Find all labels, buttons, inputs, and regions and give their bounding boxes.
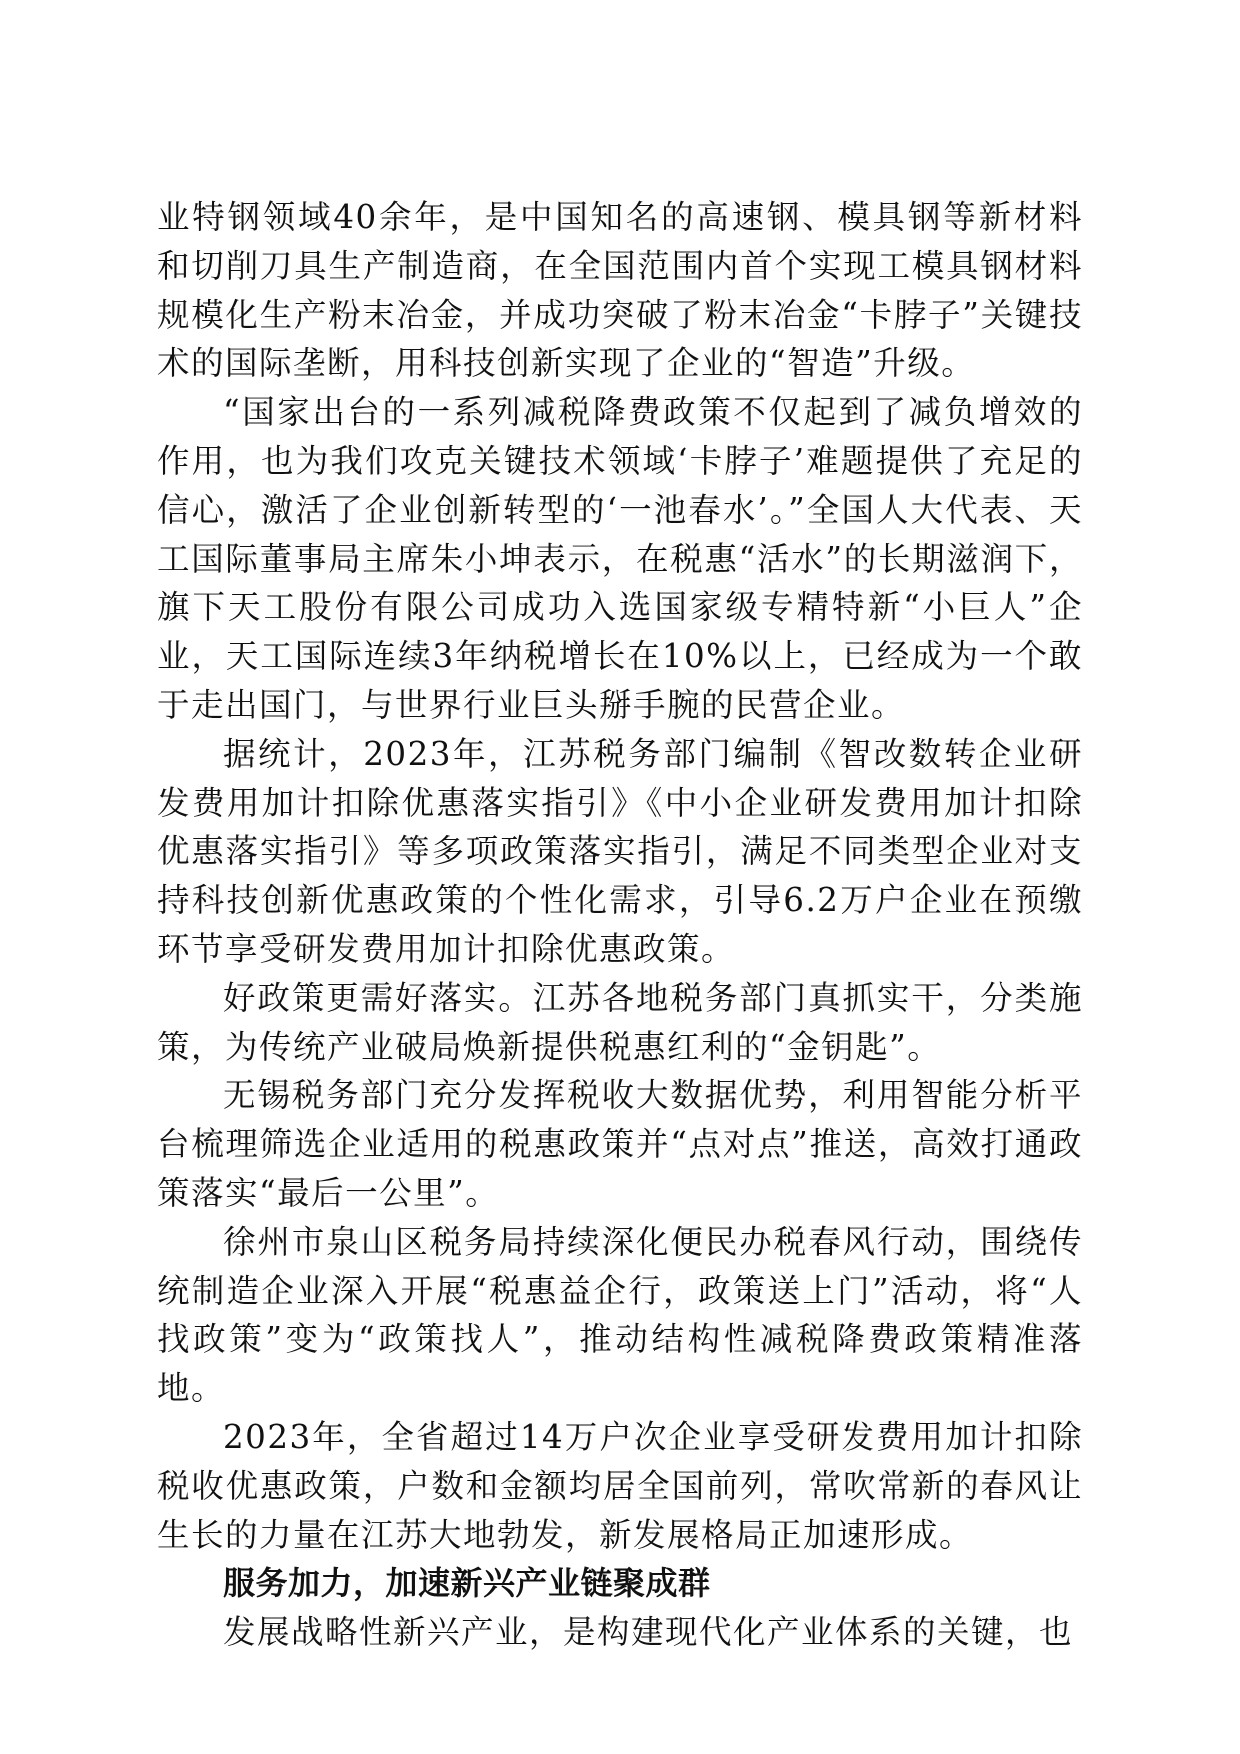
paragraph: 徐州市泉山区税务局持续深化便民办税春风行动，围绕传统制造企业深入开展“税惠益企行，政策送上门”活动，将“人找政策”变为“政策找人”，推动结构性减税降费政策精准落地。 xyxy=(157,1222,1083,1408)
paragraph: 发展战略性新兴产业，是构建现代化产业体系的关键，也 xyxy=(223,1613,1074,1652)
section-heading: 服务加力，加速新兴产业链聚成群 xyxy=(223,1564,711,1603)
paragraph-continued: 业特钢领域40余年，是中国知名的高速钢、模具钢等新材料和切削刀具生产制造商，在全国范围内首个实现工模具钢材料规模化生产粉末冶金，并成功突破了粉末冶金“卡脖子”关键技术的国际垄断，用科技创新实现了企业的“智造”升级。 xyxy=(157,198,1083,383)
paragraph: 2023年，全省超过14万户次企业享受研发费用加计扣除税收优惠政策，户数和金额均居全国前列，常吹常新的春风让生长的力量在江苏大地勃发，新发展格局正加速形成。 xyxy=(157,1417,1083,1554)
paragraph: 据统计，2023年，江苏税务部门编制《智改数转企业研发费用加计扣除优惠落实指引》《中小企业研发费用加计扣除优惠落实指引》等多项政策落实指引，满足不同类型企业对支持科技创新优惠政策的个性化需求，引导6.2万户企业在预缴环节享受研发费用加计扣除优惠政策。 xyxy=(157,734,1083,968)
document-body xyxy=(157,193,1083,1657)
paragraph: 好政策更需好落实。江苏各地税务部门真抓实干，分类施策，为传统产业破局焕新提供税惠红利的“金钥匙”。 xyxy=(157,978,1083,1066)
paragraph: 无锡税务部门充分发挥税收大数据优势，利用智能分析平台梳理筛选企业适用的税惠政策并“点对点”推送，高效打通政策落实“最后一公里”。 xyxy=(157,1076,1083,1212)
paragraph: “国家出台的一系列减税降费政策不仅起到了减负增效的作用，也为我们攻克关键技术领域‘卡脖子’难题提供了充足的信心，激活了企业创新转型的‘一池春水’。”全国人大代表、天工国际董事局主席朱小坤表示，在税惠“活水”的长期滋润下，旗下天工股份有限公司成功入选国家级专精特新“小巨人”企业，天工国际连续3年纳税增长在10%以上，已经成为一个敢于走出国门，与世界行业巨头掰手腕的民营企业。 xyxy=(157,393,1083,724)
